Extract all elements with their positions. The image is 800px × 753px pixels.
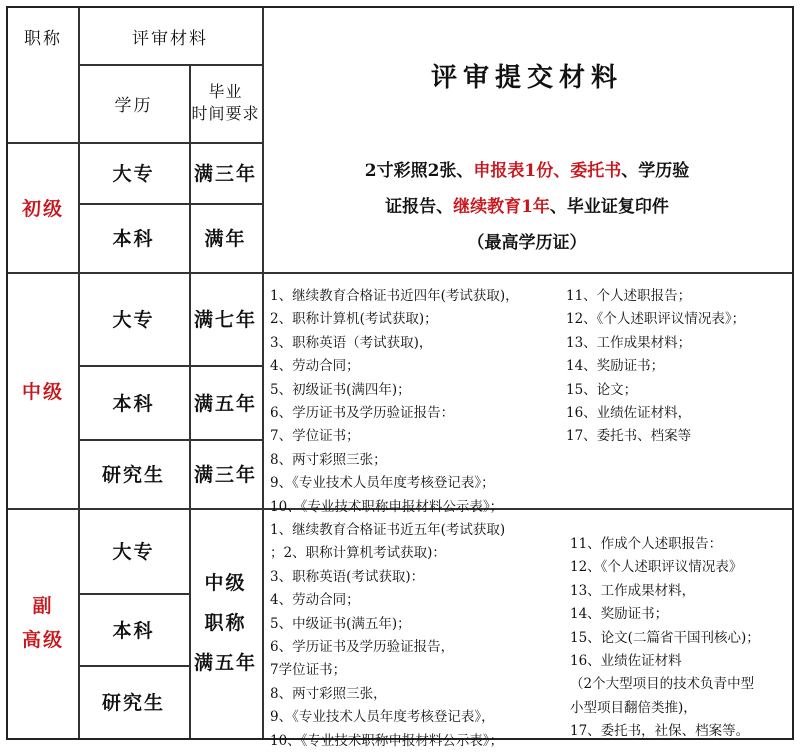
list-item: 5、中级证书(满五年)； — [270, 615, 411, 632]
list-item: 5、初级证书(满四年)； — [270, 381, 411, 398]
page-title: 评审提交材料 — [430, 62, 623, 93]
list-item: 3、职称英语（考试获取)， — [270, 334, 433, 351]
junior-part-6: （最高学历证） — [467, 233, 587, 253]
list-item: （2个大型项目的技术负青中型 — [570, 676, 755, 693]
materials-table — [6, 6, 794, 749]
list-item: 14、奖励证书； — [570, 606, 669, 623]
middle-edu-0: 大专 — [112, 309, 155, 331]
junior-part-2: 、学历验 — [621, 161, 690, 181]
list-item: 4、劳动合同； — [270, 592, 360, 609]
junior-materials — [262, 142, 792, 272]
list-item: 17、委托书、档案等 — [566, 428, 692, 445]
list-item: 小型项目翻倍类推)， — [570, 699, 697, 716]
junior-part-4: 继续教育1年 — [453, 197, 550, 217]
list-item: 10、《专业技术职称申报材料公示表》； — [270, 498, 504, 515]
junior-edu-1: 本科 — [112, 228, 155, 250]
middle-left-list — [270, 285, 570, 519]
list-item: 10、《专业技术职称申报材料公示表》； — [270, 732, 504, 749]
middle-edu-1: 本科 — [112, 392, 155, 415]
list-item: 14、奖励证书； — [566, 358, 665, 375]
senior-right-list — [570, 533, 788, 744]
junior-req-1: 满年 — [204, 228, 247, 250]
senior-left-list — [270, 519, 570, 753]
middle-req-1: 满五年 — [193, 392, 257, 415]
middle-req-2: 满三年 — [193, 464, 257, 486]
list-item: ；2、职称计算机考试获取)： — [270, 545, 446, 562]
junior-part-5: 、毕业证复印件 — [549, 197, 669, 217]
list-item: 16、业绩佐证材料， — [566, 405, 692, 422]
list-item: 4、劳动合同； — [270, 358, 360, 375]
junior-req-0: 满三年 — [193, 163, 257, 185]
junior-part-1: 申报表1份、委托书 — [473, 161, 622, 181]
list-item: 11、个人述职报告； — [566, 288, 692, 304]
senior-edu-1: 本科 — [112, 619, 155, 642]
list-item: 13、工作成果材料， — [570, 582, 696, 599]
list-item: 1、继续教育合格证书近四年(考试获取)， — [270, 288, 519, 304]
junior-part-3: 证报告、 — [385, 197, 454, 217]
list-item: 8、两寸彩照三张； — [270, 451, 387, 468]
list-item: 12、《个人述职评议情况表》 — [570, 559, 743, 576]
middle-edu-2: 研究生 — [101, 464, 165, 486]
middle-level: 中级 — [21, 380, 64, 403]
header-materials-col: 评审材料 — [132, 28, 208, 49]
list-item: 3、职称英语(考试获取)： — [270, 568, 425, 585]
list-item: 11、作成个人述职报告： — [570, 536, 723, 552]
junior-level: 初级 — [21, 197, 64, 220]
middle-req-0: 满七年 — [193, 309, 257, 331]
senior-req: 中级 职称 满五年 — [193, 572, 257, 674]
list-item: 15、论文(二篇省干国刊核心)； — [570, 629, 760, 646]
list-item: 7学位证书； — [270, 662, 347, 679]
list-item: 8、两寸彩照三张， — [270, 685, 387, 702]
senior-level: 副 高级 — [21, 595, 64, 651]
junior-part-0: 2寸彩照2张、 — [364, 161, 474, 181]
bottom-edge — [0, 742, 800, 753]
list-item: 7、学位证书； — [270, 428, 360, 445]
senior-edu-0: 大专 — [112, 541, 155, 563]
list-item: 16、业绩佐证材料 — [570, 653, 682, 670]
header-education: 学历 — [114, 95, 153, 116]
list-item: 12、《个人述职评议情况表》； — [566, 311, 746, 328]
header-grad-req: 毕业 时间要求 — [191, 82, 260, 123]
junior-edu-0: 大专 — [112, 163, 155, 185]
list-item: 9、《专业技术人员年度考核登记表》， — [270, 709, 495, 726]
list-item: 2、职称计算机(考试获取)； — [270, 311, 438, 328]
list-item: 17、委托书，社保、档案等。 — [570, 723, 750, 740]
list-item: 6、学历证书及学历验证报告， — [270, 639, 455, 656]
list-item: 15、论文； — [566, 381, 638, 398]
middle-right-list — [566, 285, 788, 449]
list-item: 1、继续教育合格证书近五年(考试获取) — [270, 522, 506, 538]
header-title-col: 职称 — [24, 28, 62, 49]
list-item: 9、《专业技术人员年度考核登记表》； — [270, 475, 495, 492]
list-item: 6、学历证书及学历验证报告： — [270, 405, 455, 422]
list-item: 13、工作成果材料； — [566, 334, 692, 351]
senior-edu-2: 研究生 — [101, 692, 165, 714]
